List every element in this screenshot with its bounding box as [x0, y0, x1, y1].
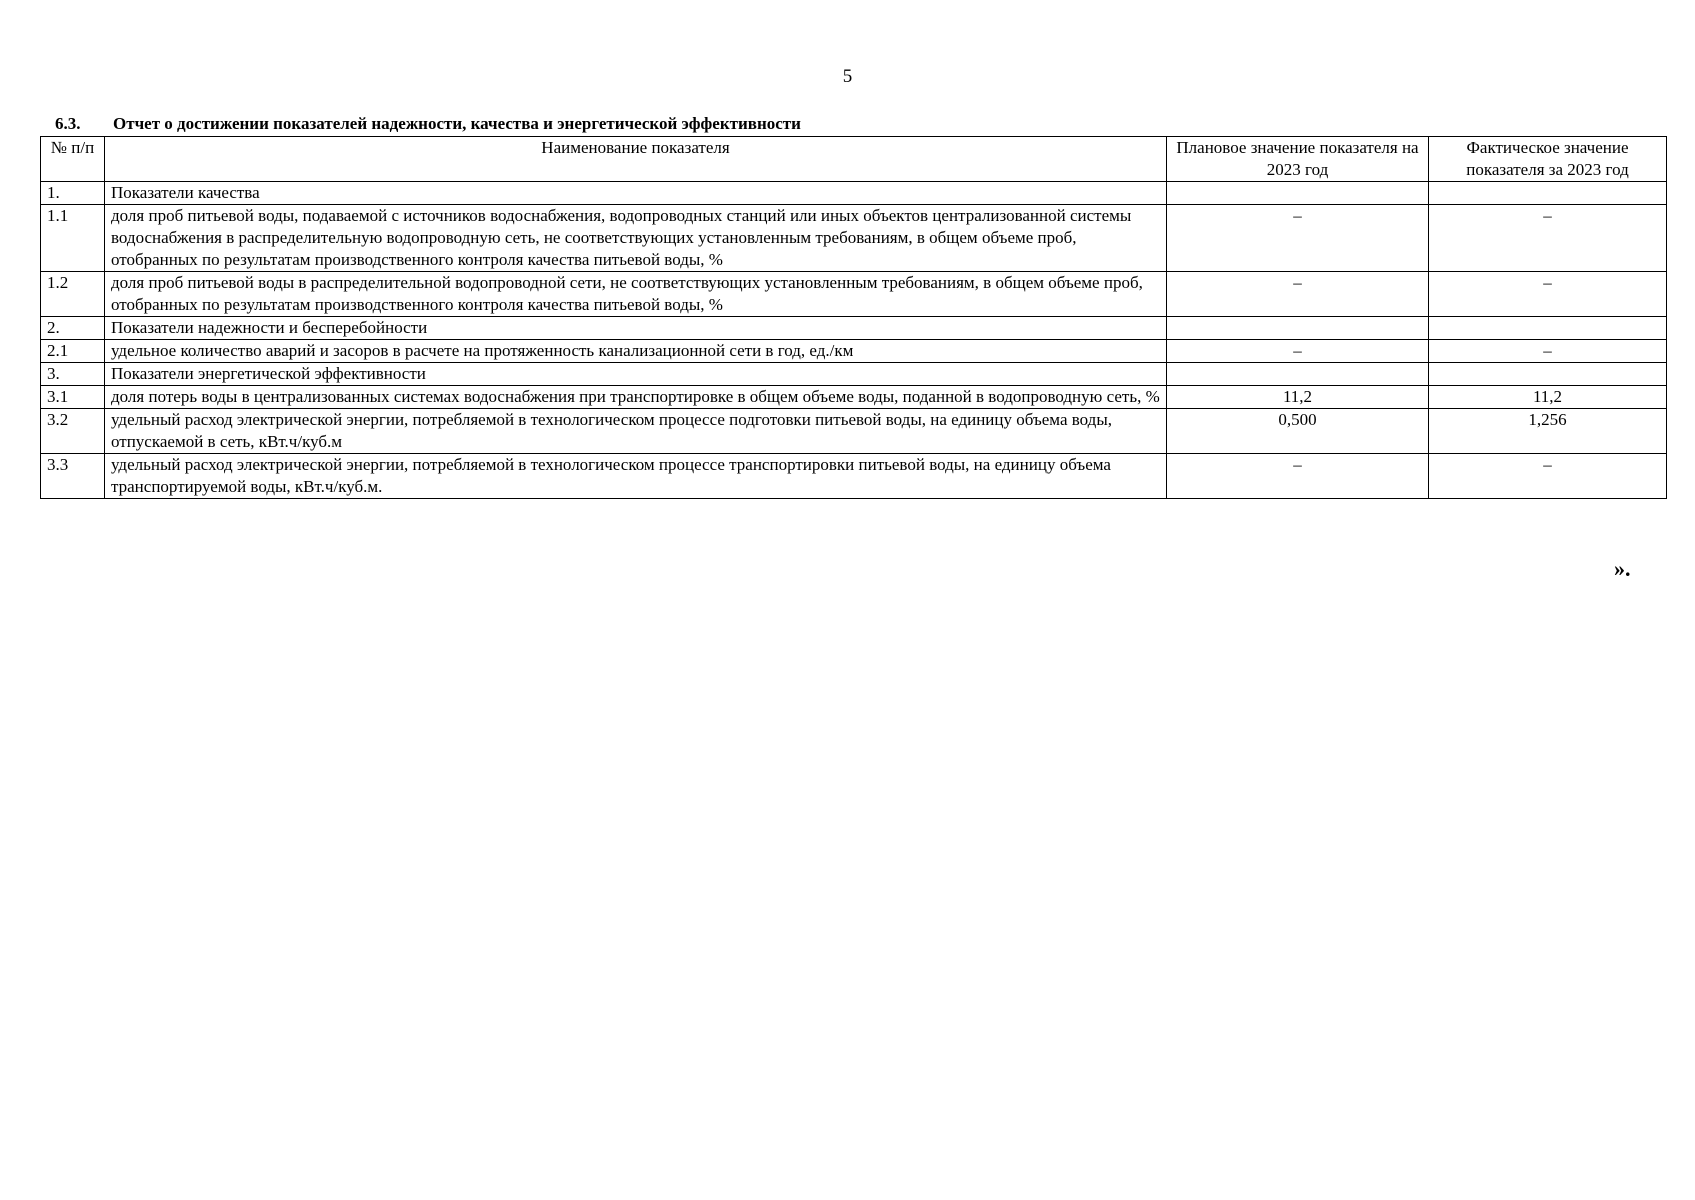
row-name: доля потерь воды в централизованных системах водоснабжения при транспортировке в общем объеме воды, поданной в водопроводную сеть, % — [105, 386, 1167, 409]
row-plan — [1167, 182, 1429, 205]
row-fact: – — [1429, 205, 1667, 272]
header-num: № п/п — [41, 137, 105, 182]
header-plan: Плановое значение показателя на 2023 год — [1167, 137, 1429, 182]
row-fact: – — [1429, 272, 1667, 317]
header-fact: Фактическое значение показателя за 2023 год — [1429, 137, 1667, 182]
table-row — [41, 454, 1667, 499]
row-name: Показатели энергетической эффективности — [105, 363, 1167, 386]
table-row — [41, 182, 1667, 205]
row-plan — [1167, 363, 1429, 386]
row-plan: – — [1167, 272, 1429, 317]
row-plan: 0,500 — [1167, 409, 1429, 454]
row-num: 3. — [41, 363, 105, 386]
row-fact — [1429, 317, 1667, 340]
table-row — [41, 386, 1667, 409]
row-num: 1.1 — [41, 205, 105, 272]
section-number: 6.3. — [55, 114, 81, 133]
closing-quote: ». — [1614, 556, 1631, 581]
row-plan: – — [1167, 340, 1429, 363]
row-num: 1.2 — [41, 272, 105, 317]
row-plan: 11,2 — [1167, 386, 1429, 409]
row-num: 2.1 — [41, 340, 105, 363]
row-name: удельное количество аварий и засоров в расчете на протяженность канализационной сети в год, ед./км — [105, 340, 1167, 363]
indicators-table — [40, 136, 1667, 499]
table-row — [41, 317, 1667, 340]
row-name: доля проб питьевой воды, подаваемой с источников водоснабжения, водопроводных станций или иных объектов централизованной системы водоснабжения в распределительную водопроводную сеть, не соответствующих установленным требованиям, в общем объеме проб, отобранных по результатам производственного контроля качества питьевой воды, % — [105, 205, 1167, 272]
row-fact: – — [1429, 454, 1667, 499]
row-num: 3.3 — [41, 454, 105, 499]
row-fact — [1429, 182, 1667, 205]
page-number: 5 — [842, 66, 853, 87]
row-num: 3.2 — [41, 409, 105, 454]
section-heading — [55, 114, 801, 134]
table-row — [41, 409, 1667, 454]
table-row — [41, 272, 1667, 317]
row-name: удельный расход электрической энергии, потребляемой в технологическом процессе подготовки питьевой воды, на единицу объема воды, отпускаемой в сеть, кВт.ч/куб.м — [105, 409, 1167, 454]
row-num: 3.1 — [41, 386, 105, 409]
table-row — [41, 363, 1667, 386]
row-fact: – — [1429, 340, 1667, 363]
row-name: Показатели качества — [105, 182, 1167, 205]
row-fact: 1,256 — [1429, 409, 1667, 454]
row-name: удельный расход электрической энергии, потребляемой в технологическом процессе транспортировки питьевой воды, на единицу объема транспортируемой воды, кВт.ч/куб.м. — [105, 454, 1167, 499]
row-fact — [1429, 363, 1667, 386]
table-header-row — [41, 137, 1667, 182]
row-plan: – — [1167, 205, 1429, 272]
row-plan: – — [1167, 454, 1429, 499]
section-title: Отчет о достижении показателей надежности, качества и энергетической эффективности — [113, 114, 801, 133]
row-name: доля проб питьевой воды в распределительной водопроводной сети, не соответствующих установленным требованиям, в общем объеме проб, отобранных по результатам производственного контроля качества питьевой воды, % — [105, 272, 1167, 317]
row-name: Показатели надежности и бесперебойности — [105, 317, 1167, 340]
row-fact: 11,2 — [1429, 386, 1667, 409]
row-num: 1. — [41, 182, 105, 205]
table-row — [41, 340, 1667, 363]
row-num: 2. — [41, 317, 105, 340]
row-plan — [1167, 317, 1429, 340]
table-row — [41, 205, 1667, 272]
header-name: Наименование показателя — [105, 137, 1167, 182]
